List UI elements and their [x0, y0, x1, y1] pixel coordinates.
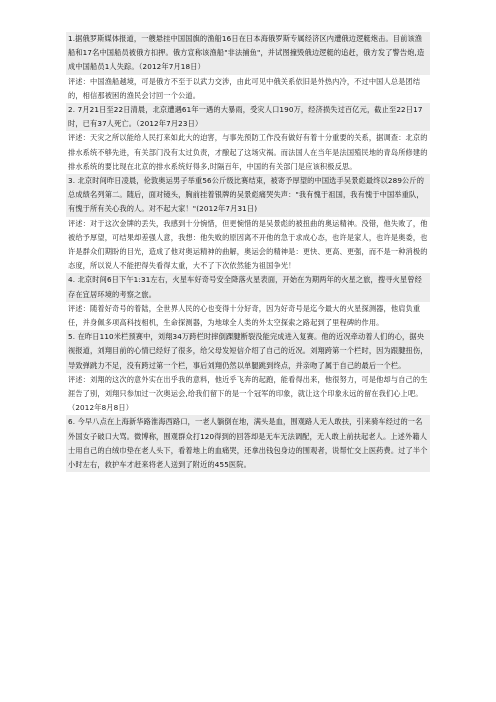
commentary-1: 评述：中国渔船越境，可是俄方不至于以武力交涉，由此可见中俄关系依旧是外热内冷，不过中国人总是团结的，相信那被困的渔民会讨回一个公道。	[66, 75, 430, 103]
commentary-5: 评述：刘翔的这次的意外实在出乎我的意料，他近乎飞奔的起跑，能看得出来，他很努力，可是他却与自己的生涯告了别，刘翔只参加过一次奥运会,给我们留下的是一个冠军的印象，就让这个印象永远的留在我们心上吧。（2012年8月8日）	[66, 373, 430, 416]
news-item-5: 5. 在昨日110米栏预赛中，刘翔34万跨栏时摔倒踝腱断裂没能完成进入复赛。他的近况牵动着人们的心，据央视报道，刘翔目前的心情已经好了很多，给父母发短信介绍了自己的近况。刘翔跨第一个栏时，因为跟腱扭伤，导致弹跳力不足，没有跨过第一个栏，事后刘翔仍然以单腿跳到终点，并亲吻了属于自己的最后一个栏。	[66, 330, 430, 373]
news-item-3: 3. 北京时间昨日凌晨，伦敦奥运男子举重56公斤级比赛结束，被寄予厚望的中国选手吴景彪最终以289公斤的总成绩名列第二。随后，面对镜头，胸前挂着银牌的吴景彪痛哭失声："我有愧于祖国，我有愧于中国举重队，有愧于所有关心我的人。对不起大家！"(2012年7月31日)	[66, 174, 430, 217]
commentary-2: 评述：天灾之所以能给人民打来如此大的迫害，与事先预防工作没有做好有着十分重要的关系，据调查：北京的排水系统不够先进，有关部门没有太过负责，才酿起了这场灾祸。而法国人在当年是法国殖民地的青岛所修建的排水系统的要比现在北京的排水系统好得多,时隔百年，中国的有关部门是应该积极反思。	[66, 131, 430, 174]
commentary-3: 评述：对于这次金牌的丢失，我感到十分惋惜，但更惋惜的是吴景彪的被扭曲的奥运精神。没错，他失败了，他被给予厚望，可结果却差强人意，我想：他失败的原因离不开他的急于求成心态，也许是家人，也许是奥委，也许是群众们期盼的目光，造成了他对奥运精神的曲解，奥运会的精神是：更快、更高、更强，而不是一种消极的态度，所以说人不能把得失看得太重，大不了下次依然能为祖国争光！	[66, 217, 430, 274]
news-item-6: 6. 今早八点在上海新华路淮海西路口，一老人躺倒在地，满头是血，围观路人无人敢扶，引来骑车经过的一名外国女子破口大骂。微博称，围观群众打120得到的回答却是无车无法调配，无人敢上前扶起老人。上述外籍人士用自己的白绒巾垫在老人头下，看着地上的血痛哭，还拿出钱包身边的围观者，说帮忙交上医药费。过了半个小时左右，救护车才赶来将老人送到了附近的455医院。	[66, 415, 430, 472]
commentary-4: 评述：随着好奇号的着陆，全世界人民的心也变得十分好奇，因为好奇号是迄今最大的火星探测器，他肩负重任，并身佩多项高科技相机，生命探测器，为地球全人类的外太空探索之路起到了里程碑的作用。	[66, 302, 430, 330]
news-item-1: 1.据俄罗斯媒体报道，一艘悬挂中国国旗的渔船16日在日本海俄罗斯专属经济区内遭俄边逻艇炮击。目前该渔船和17名中国船员被俄方扣押。俄方宣称该渔船"非法捕鱼"，并试图撞毁俄边逻艇的追赶，俄方发了警告炮,造成中国船员1人失踪。（2012年7月18日）	[66, 32, 430, 75]
news-item-2: 2. 7月21日至22日清晨，北京遭遇61年一遇的大暴雨，受灾人口190万，经济损失过百亿元，截止至22日17时，已有37人死亡。（2012年7月23日）	[66, 103, 430, 131]
news-item-4: 4. 北京时间6日下午1:31左右，火星车好奇号安全降落火星表面，开始在为期两年的火星之旅，搜寻火星曾经存在宜居环境的考察之旅。	[66, 273, 430, 301]
